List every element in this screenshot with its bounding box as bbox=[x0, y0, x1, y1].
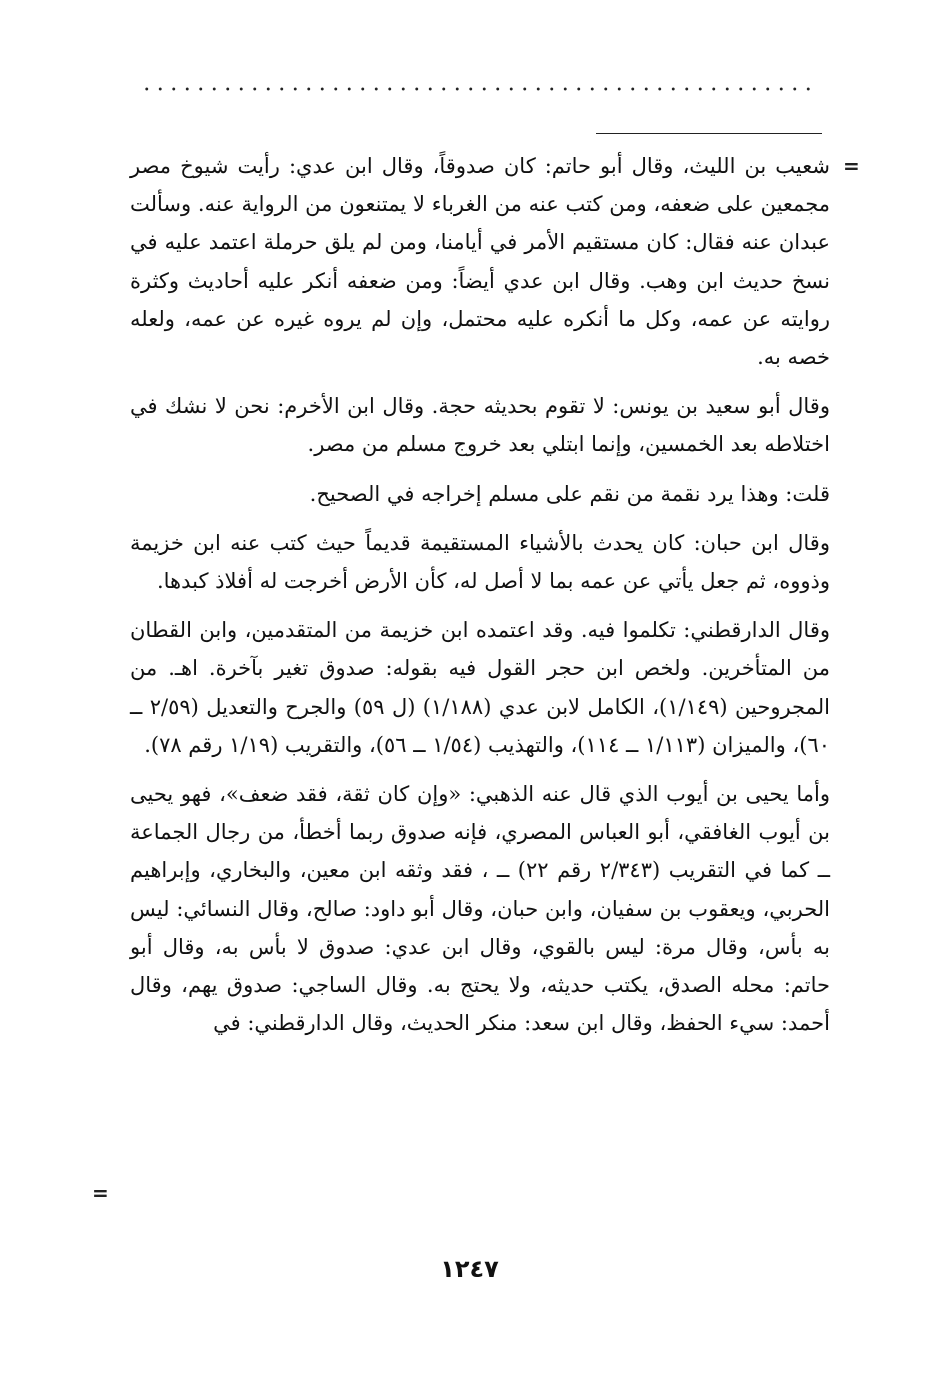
footnote-body bbox=[130, 147, 830, 1053]
paragraph-3: قلت: وهذا يرد نقمة من نقم على مسلم إخراجه في الصحيح. bbox=[309, 481, 830, 506]
paragraph-6: وأما يحيى بن أيوب الذي قال عنه الذهبي: «وإن كان ثقة، فقد ضعف»، فهو يحيى بن أيوب الغافقي، أبو العباس المصري، فإنه صدوق ربما أخطأ، من رجال الجماعة ــ كما في التقريب (٢/٣٤٣ رقم ٢٢) ــ ، فقد وثقه ابن معين، والبخاري، وإبراهيم الحربي، ويعقوب بن سفيان، وابن حبان، وقال أبو داود: صالح، وقال النسائي: ليس به بأس، وقال مرة: ليس بالقوي، وقال ابن عدي: صدوق لا بأس به، وقال أبو حاتم: محله الصدق، يكتب حديثه، ولا يحتج به. وقال الساجي: صدوق يهم، وقال أحمد: سيء الحفظ، وقال ابن سعد: منكر الحديث، وقال الدارقطني: في bbox=[130, 782, 830, 1036]
continuation-mark-bottom: = bbox=[92, 1181, 109, 1205]
continuation-mark-top: = bbox=[843, 154, 860, 178]
paragraph-2: وقال أبو سعيد بن يونس: لا تقوم بحديثه حجة. وقال ابن الأخرم: نحن لا نشك في اختلاطه بعد الخمسين، وإنما ابتلي بعد خروج مسلم من مصر. bbox=[130, 394, 830, 457]
footnote-separator-rule bbox=[596, 133, 822, 134]
dotted-header-rule bbox=[140, 86, 815, 92]
paragraph-5: وقال الدارقطني: تكلموا فيه. وقد اعتمده ابن خزيمة من المتقدمين، وابن القطان من المتأخرين. ولخص ابن حجر القول فيه بقوله: صدوق تغير بآخرة. اهـ. من المجروحين (١/١٤٩)، الكامل لابن عدي (١/١٨٨) (ل ٥٩) والجرح والتعديل (٢/٥٩ ــ ٦٠)، والميزان (١/١١٣ ــ ١١٤)، والتهذيب (١/٥٤ ــ ٥٦)، والتقريب (١/١٩ رقم ٧٨). bbox=[130, 618, 830, 757]
paragraph-4: وقال ابن حبان: كان يحدث بالأشياء المستقيمة قديماً حيث كتب عنه ابن خزيمة وذووه، ثم جعل يأتي عن عمه بما لا أصل له، كأن الأرض أخرجت له أفلاذ كبدها. bbox=[130, 530, 830, 594]
paragraph-1: شعيب بن الليث، وقال أبو حاتم: كان صدوقاً، وقال ابن عدي: رأيت شيوخ مصر مجمعين على ضعفه، ومن كتب عنه من الغرباء لا يمتنعون من الرواية عنه. وسألت عبدان عنه فقال: كان مستقيم الأمر في أيامنا، ومن لم يلق حرملة اعتمد عليه في نسخ حديث ابن وهب. وقال ابن عدي أيضاً: ومن ضعفه أنكر عليه أحاديث وكثرة روايته عن عمه، وكل ما أنكره عليه محتمل، وإن لم يروه غيره عن عمه، ولعله خصه به. bbox=[130, 154, 830, 370]
page-number: ١٢٤٧ bbox=[440, 1255, 499, 1283]
